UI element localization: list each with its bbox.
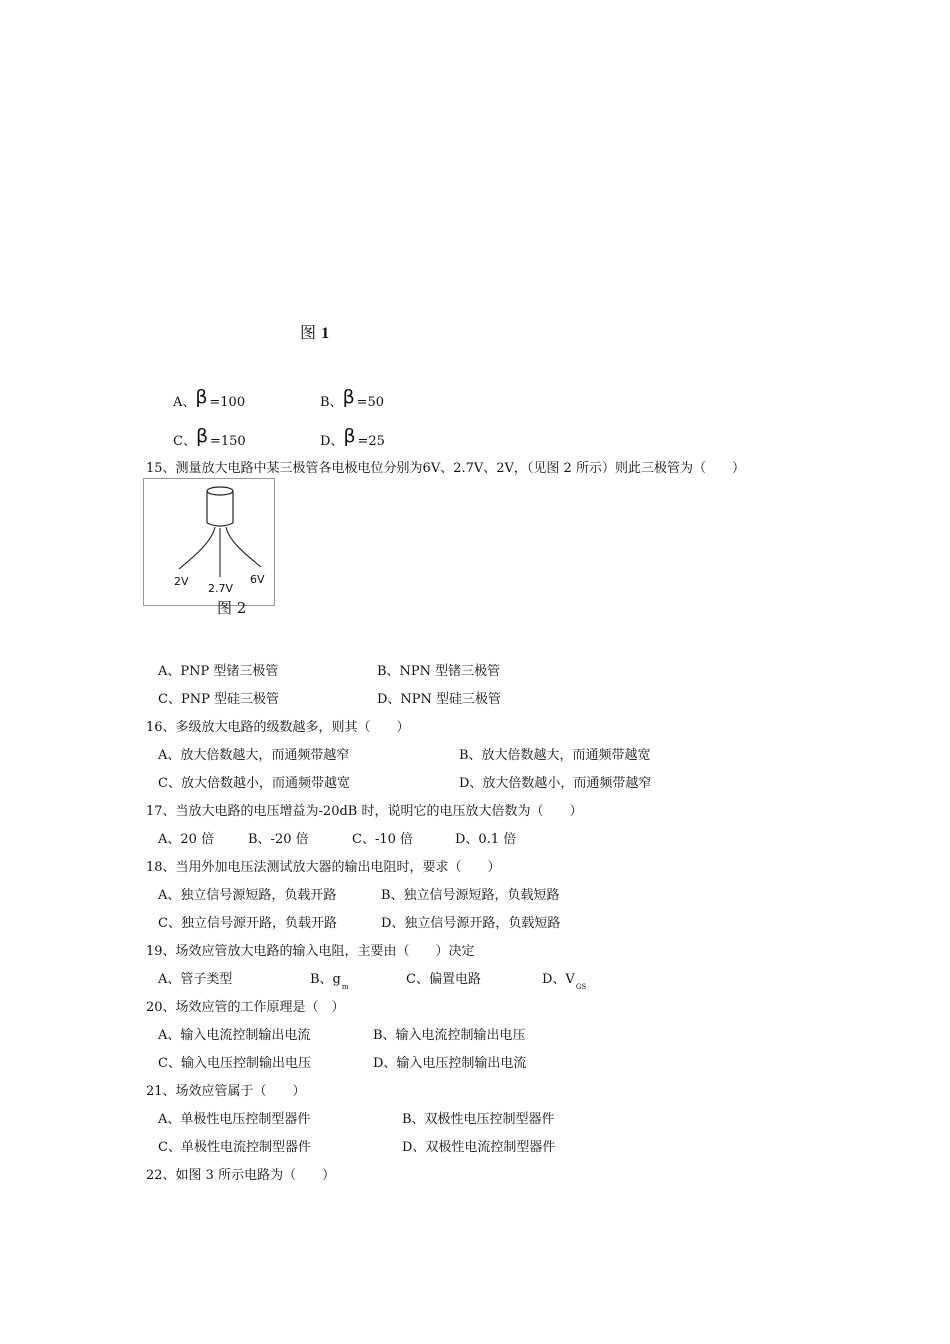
option-subscript: m xyxy=(341,983,349,991)
q18-option-c: C、独立信号源开路，负载开路 xyxy=(158,916,337,931)
figure-2-caption: 图 2 xyxy=(217,599,247,617)
lead-label-6v: 6V xyxy=(250,573,265,586)
q19-stem: 19、场效应管放大电路的输入电阻，主要由（ ）决定 xyxy=(146,944,475,959)
q22-stem: 22、如图 3 所示电路为（ ） xyxy=(146,1168,336,1183)
q15-option-c: C、PNP 型硅三极管 xyxy=(158,692,279,707)
q21-option-d: D、双极性电流控制型器件 xyxy=(402,1140,556,1155)
q17-stem: 17、当放大电路的电压增益为-20dB 时，说明它的电压放大倍数为（ ） xyxy=(146,804,583,819)
q15-option-d: D、NPN 型硅三极管 xyxy=(377,692,502,707)
option-letter: D、 xyxy=(320,434,344,449)
q15-option-b: B、NPN 型锗三极管 xyxy=(377,664,501,679)
beta-symbol: β xyxy=(195,425,209,447)
option-letter: A、 xyxy=(173,395,196,410)
figure-1-number: 1 xyxy=(321,325,330,342)
figure-1-prefix: 图 xyxy=(300,323,322,342)
q20-stem: 20、场效应管的工作原理是（ ） xyxy=(146,1000,345,1015)
q20-option-c: C、输入电压控制输出电压 xyxy=(158,1056,311,1071)
q20-option-a: A、输入电流控制输出电流 xyxy=(158,1028,311,1043)
figure-2-transistor xyxy=(143,478,275,606)
lead-label-2v: 2V xyxy=(174,575,189,588)
q19-option-b xyxy=(310,968,349,991)
q21-option-a: A、单极性电压控制型器件 xyxy=(158,1112,311,1127)
q19-option-c: C、偏置电路 xyxy=(406,972,481,987)
lead-label-2-7v: 2.7V xyxy=(208,582,234,595)
figure-1-caption xyxy=(300,320,329,343)
q18-option-d: D、独立信号源开路，负载短路 xyxy=(381,916,561,931)
beta-symbol: β xyxy=(343,425,356,447)
q17-option-a: A、20 倍 xyxy=(158,832,215,847)
q20-option-d: D、输入电压控制输出电流 xyxy=(373,1056,527,1071)
q16-option-d: D、放大倍数越小，而通频带越窄 xyxy=(459,776,652,791)
q19-option-d xyxy=(542,968,586,991)
option-letter: B、 xyxy=(320,395,343,410)
transistor-icon xyxy=(144,479,274,605)
option-subscript: GS xyxy=(575,983,587,991)
q16-option-a: A、放大倍数越大，而通频带越窄 xyxy=(158,748,350,763)
option-letter: C、 xyxy=(173,434,196,449)
q14-option-a xyxy=(173,386,246,410)
beta-symbol: β xyxy=(342,386,355,408)
q14-option-c xyxy=(173,425,246,449)
option-value: =50 xyxy=(356,395,384,410)
q15-stem: 15、测量放大电路中某三极管各电极电位分别为6V、2.7V、2V，（见图 2 所示）则此三极管为（ ） xyxy=(146,461,745,476)
q20-option-b: B、输入电流控制输出电压 xyxy=(373,1028,526,1043)
q14-option-d xyxy=(320,425,385,449)
q18-option-a: A、独立信号源短路，负载开路 xyxy=(158,888,337,903)
option-value: =100 xyxy=(209,395,246,410)
q21-option-b: B、双极性电压控制型器件 xyxy=(402,1112,555,1127)
q19-option-a: A、管子类型 xyxy=(158,972,233,987)
q16-option-b: B、放大倍数越大，而通频带越宽 xyxy=(459,748,651,763)
q17-option-d: D、0.1 倍 xyxy=(455,832,517,847)
q16-option-c: C、放大倍数越小，而通频带越宽 xyxy=(158,776,350,791)
beta-symbol: β xyxy=(195,386,208,408)
option-value: =25 xyxy=(357,434,385,449)
q17-option-c: C、-10 倍 xyxy=(352,832,414,847)
option-value: =150 xyxy=(209,434,246,449)
q16-stem: 16、多级放大电路的级数越多，则其（ ） xyxy=(146,720,410,735)
q17-option-b: B、-20 倍 xyxy=(248,832,309,847)
q15-option-a: A、PNP 型锗三极管 xyxy=(158,664,279,679)
option-text: D、V xyxy=(542,972,575,987)
q21-stem: 21、场效应管属于（ ） xyxy=(146,1084,306,1099)
q21-option-c: C、单极性电流控制型器件 xyxy=(158,1140,311,1155)
q18-stem: 18、当用外加电压法测试放大器的输出电阻时，要求（ ） xyxy=(146,860,501,875)
option-text: B、g xyxy=(310,972,341,987)
q14-option-b xyxy=(320,386,384,410)
q18-option-b: B、独立信号源短路，负载短路 xyxy=(381,888,560,903)
